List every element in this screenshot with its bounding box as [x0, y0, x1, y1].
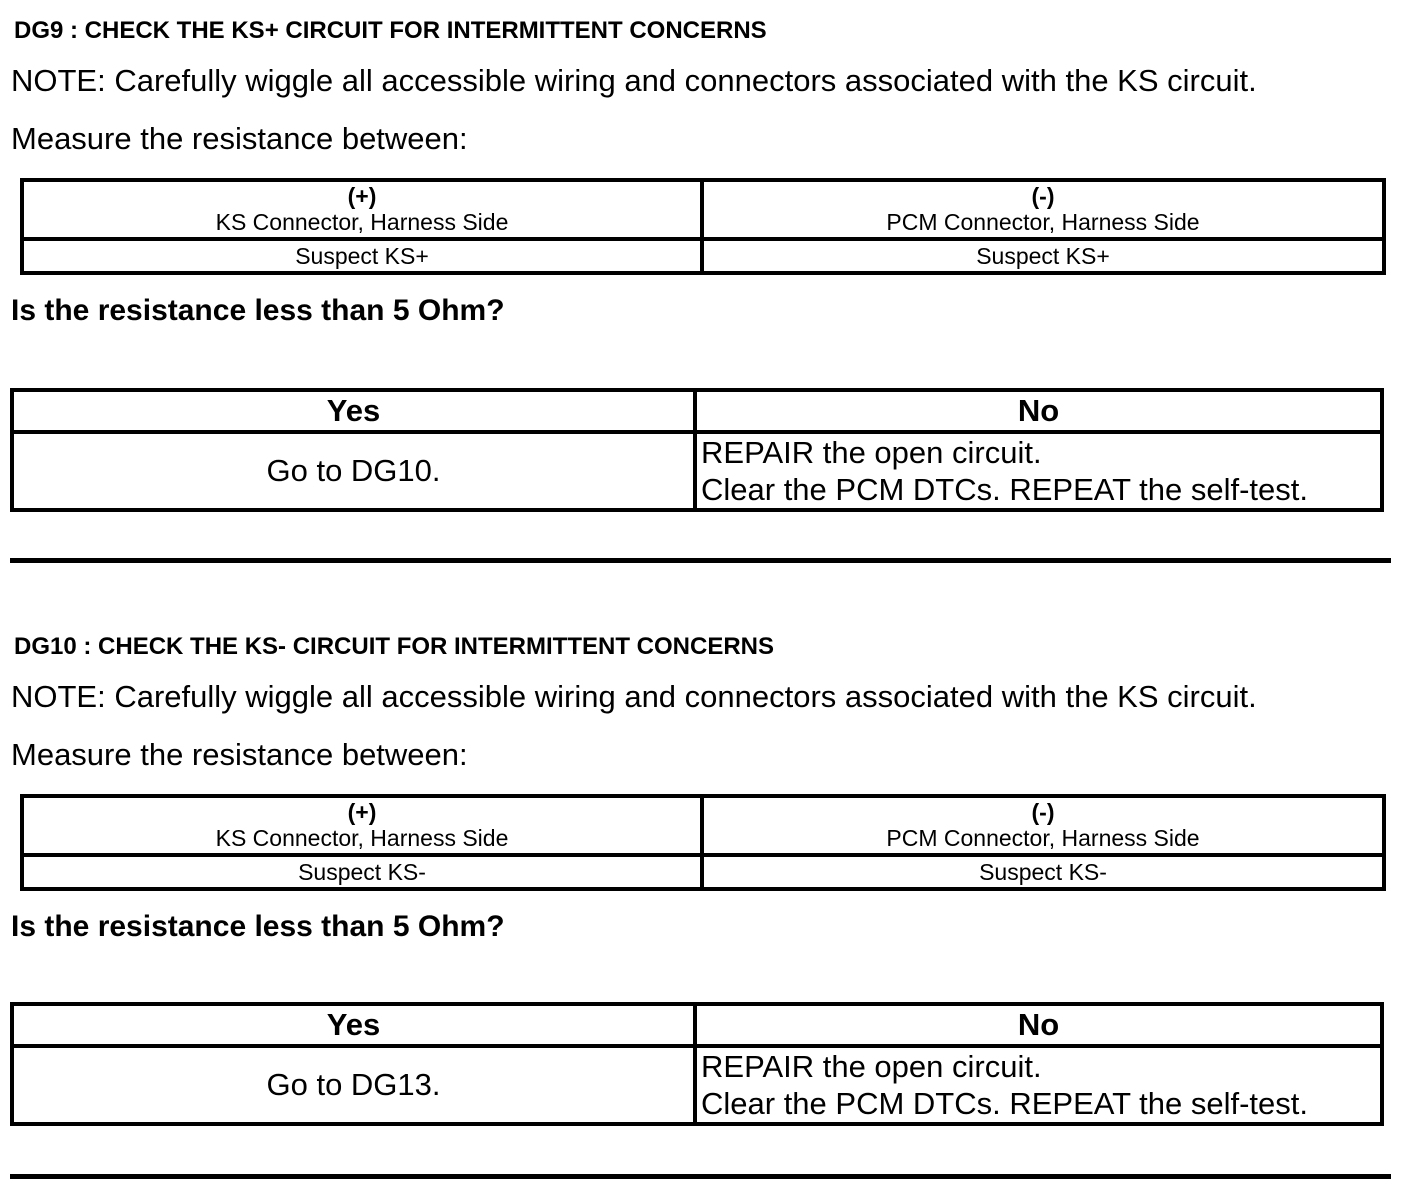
yes-header: Yes: [12, 390, 695, 432]
plus-location: KS Connector, Harness Side: [215, 824, 509, 851]
step-title: DG9 : CHECK THE KS+ CIRCUIT FOR INTERMITTENT CONCERNS: [14, 17, 767, 44]
step-note: NOTE: Carefully wiggle all accessible wiring and connectors associated with the KS circuit.: [11, 679, 1257, 714]
minus-probe-value: Suspect KS-: [702, 855, 1384, 889]
measure-instruction: Measure the resistance between:: [11, 121, 468, 156]
no-action-line: REPAIR the open circuit.: [701, 1049, 1042, 1084]
yes-action: Go to DG13.: [12, 1046, 695, 1124]
plus-probe-header: [22, 796, 702, 855]
decision-table: [10, 1002, 1384, 1126]
minus-symbol: (-): [1031, 798, 1055, 825]
plus-probe-header: [22, 180, 702, 239]
no-action-line: Clear the PCM DTCs. REPEAT the self-test.: [701, 1086, 1308, 1121]
step-note: NOTE: Carefully wiggle all accessible wiring and connectors associated with the KS circuit.: [11, 63, 1257, 98]
no-action: [695, 432, 1382, 510]
decision-question: Is the resistance less than 5 Ohm?: [11, 294, 505, 327]
decision-question: Is the resistance less than 5 Ohm?: [11, 910, 505, 943]
measurement-table: [20, 178, 1386, 275]
yes-action: Go to DG10.: [12, 432, 695, 510]
yes-header: Yes: [12, 1004, 695, 1046]
measure-instruction: Measure the resistance between:: [11, 737, 468, 772]
plus-symbol: (+): [347, 182, 377, 209]
step-dg9: [0, 0, 1408, 580]
step-dg10: [0, 616, 1408, 1198]
section-divider: [10, 1174, 1391, 1179]
plus-probe-value: Suspect KS-: [22, 855, 702, 889]
no-action-line: REPAIR the open circuit.: [701, 435, 1042, 470]
no-header: No: [695, 1004, 1382, 1046]
minus-symbol: (-): [1031, 182, 1055, 209]
plus-location: KS Connector, Harness Side: [215, 208, 509, 235]
minus-probe-header: [702, 180, 1384, 239]
minus-location: PCM Connector, Harness Side: [886, 824, 1200, 851]
no-action-line: Clear the PCM DTCs. REPEAT the self-test.: [701, 472, 1308, 507]
section-divider: [10, 558, 1391, 563]
minus-probe-header: [702, 796, 1384, 855]
minus-probe-value: Suspect KS+: [702, 239, 1384, 273]
decision-table: [10, 388, 1384, 512]
minus-location: PCM Connector, Harness Side: [886, 208, 1200, 235]
plus-symbol: (+): [347, 798, 377, 825]
measurement-table: [20, 794, 1386, 891]
plus-probe-value: Suspect KS+: [22, 239, 702, 273]
no-action: [695, 1046, 1382, 1124]
step-title: DG10 : CHECK THE KS- CIRCUIT FOR INTERMITTENT CONCERNS: [14, 633, 775, 660]
no-header: No: [695, 390, 1382, 432]
